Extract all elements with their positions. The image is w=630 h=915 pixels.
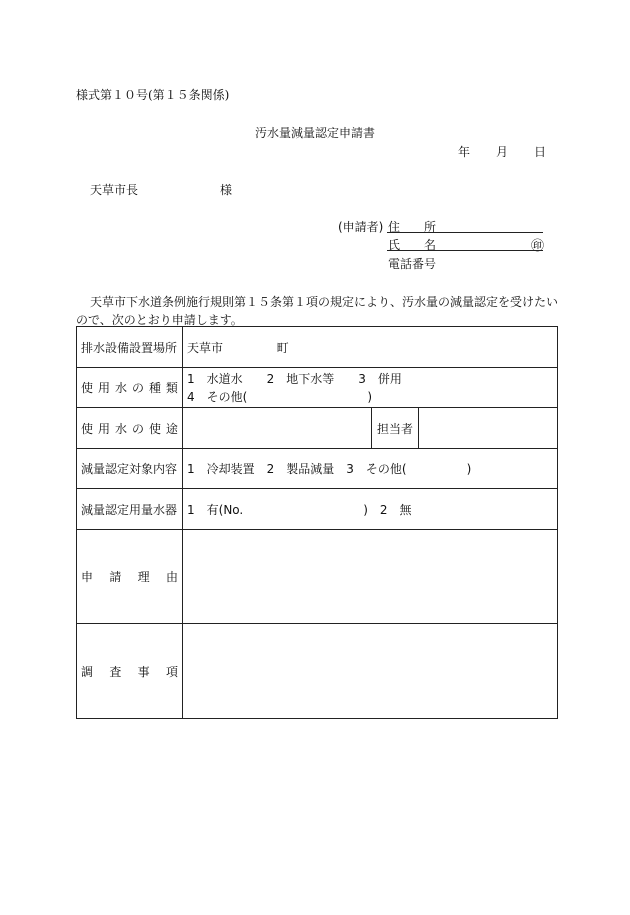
row-location xyxy=(77,327,558,368)
survey-label: 調 査 事 項 xyxy=(77,624,183,719)
row-survey xyxy=(77,624,558,719)
date-month: 月 xyxy=(496,145,509,159)
water-type-label: 使 用 水 の 種 類 xyxy=(77,368,183,408)
address-underline xyxy=(387,232,543,233)
target-label: 減量認定対象内容 xyxy=(77,449,183,489)
survey-value[interactable] xyxy=(183,624,558,719)
location-city: 天草市 xyxy=(187,340,224,355)
contact-value[interactable] xyxy=(419,408,558,449)
date-day: 日 xyxy=(534,145,547,159)
meter-label: 減量認定用量水器 xyxy=(77,489,183,530)
body-text-line1: 天草市下水道条例施行規則第１５条第１項の規定により、汚水量の減量認定を受けたい xyxy=(90,295,559,309)
row-meter xyxy=(77,489,558,530)
name-underline xyxy=(387,250,543,251)
location-label: 排水設備設置場所 xyxy=(77,327,183,368)
location-town: 町 xyxy=(276,340,289,355)
page-title: 汚水量減量認定申請書 xyxy=(254,126,375,140)
addressee-suffix: 様 xyxy=(220,183,233,197)
water-type-line1: 1 水道水 2 地下水等 3 併用 xyxy=(187,371,402,386)
row-water-type xyxy=(77,368,558,408)
name-label: 氏 名 xyxy=(388,238,437,252)
contact-label: 担当者 xyxy=(372,408,419,449)
water-type-line2: 4 その他( ) xyxy=(187,389,372,404)
reason-label: 申 請 理 由 xyxy=(77,530,183,624)
body-text-line2: ので、次のとおり申請します。 xyxy=(76,313,243,327)
row-usage xyxy=(77,408,558,449)
water-type-value[interactable] xyxy=(183,368,558,408)
target-value[interactable]: 1 冷却装置 2 製品減量 3 その他( ) xyxy=(183,449,558,489)
form-number: 様式第１０号(第１５条関係) xyxy=(76,88,230,102)
application-table xyxy=(76,326,558,719)
applicant-label: (申請者) xyxy=(338,220,384,234)
date-year: 年 xyxy=(458,145,471,159)
address-label: 住 所 xyxy=(388,220,437,234)
addressee-name: 天草市長 xyxy=(90,183,139,197)
row-target xyxy=(77,449,558,489)
location-value[interactable] xyxy=(183,327,558,368)
usage-label: 使 用 水 の 使 途 xyxy=(77,408,183,449)
meter-value[interactable]: 1 有(No. ) 2 無 xyxy=(183,489,558,530)
usage-value[interactable] xyxy=(183,408,372,449)
row-reason xyxy=(77,530,558,624)
seal-mark: ㊞ xyxy=(531,239,545,254)
reason-value[interactable] xyxy=(183,530,558,624)
phone-label: 電話番号 xyxy=(388,257,437,271)
